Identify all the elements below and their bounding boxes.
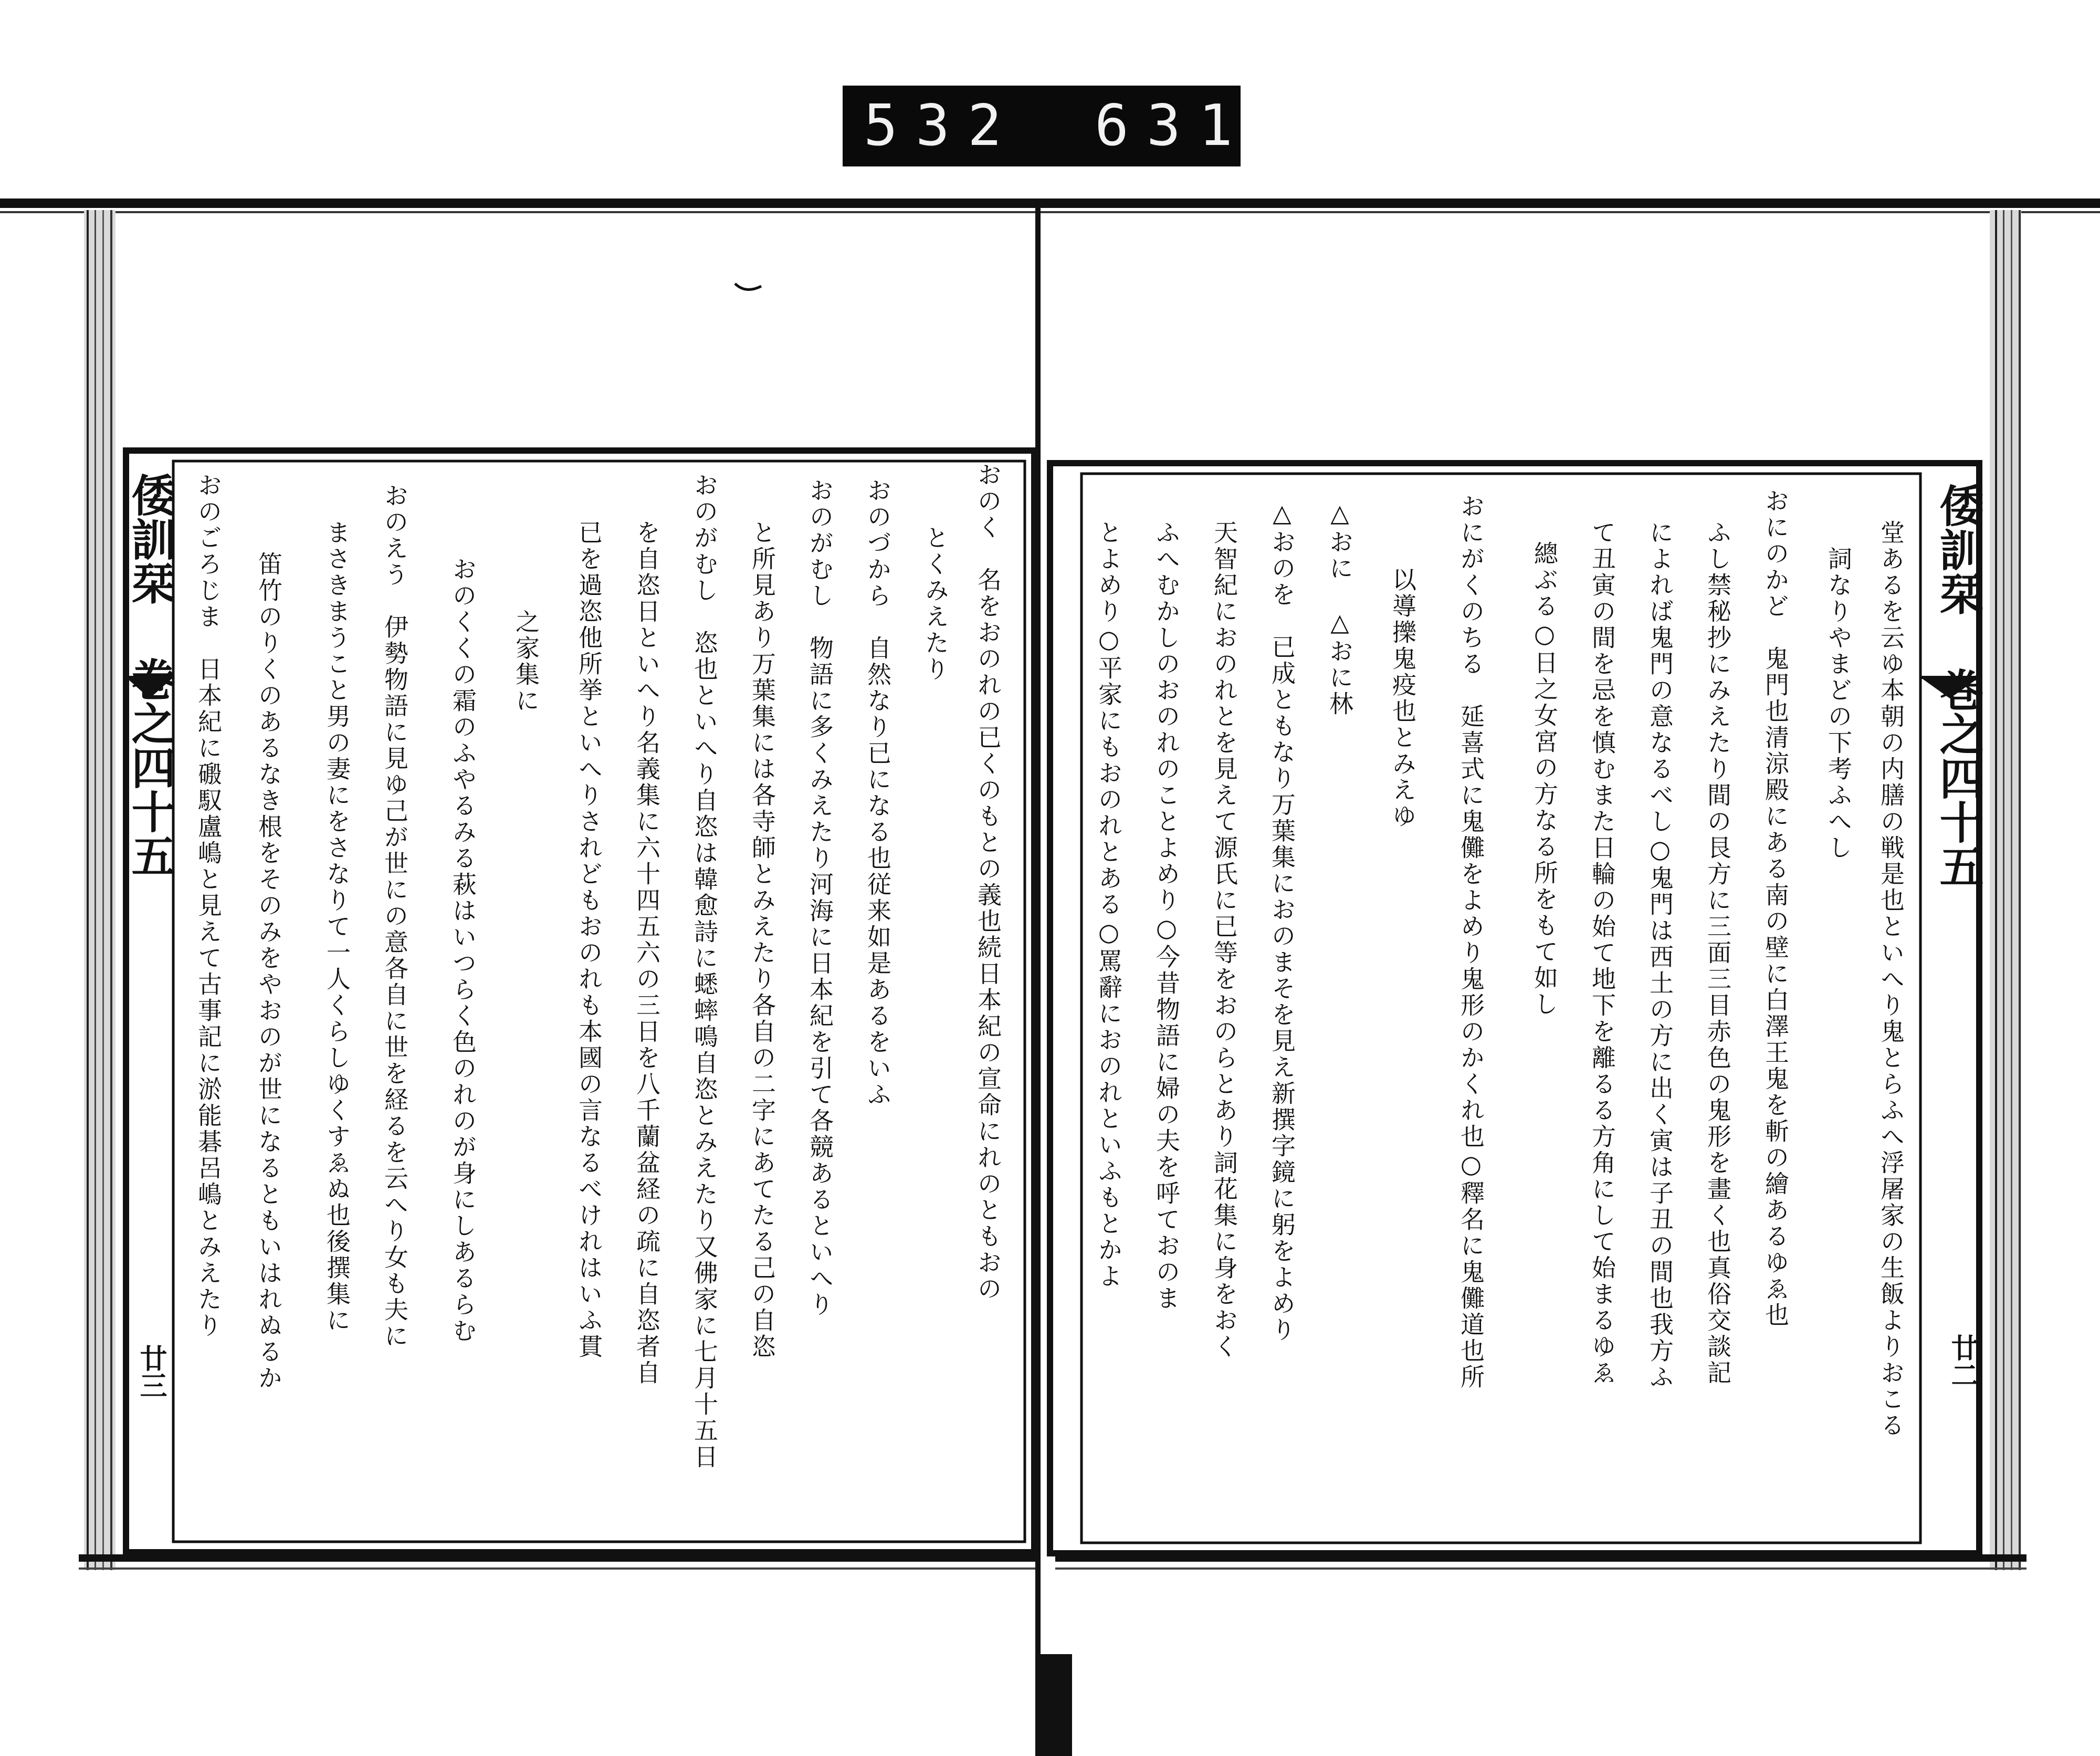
text-column: とくみえたり <box>921 525 950 683</box>
text-column: を自恣日といへり名義集に六十四五六の三日を八千蘭盆経の疏に自恣者自 <box>633 520 661 1386</box>
text-column: 以導擽鬼疫也とみえゆ <box>1389 567 1417 830</box>
text-column: おのく 名をおのれの已くのもとの義也続日本紀の宣命にれのともおの <box>974 462 1002 1302</box>
text-column: まさきまうこと男の妻にをさなりて一人くらしゆくすゑぬ也後撰集に <box>323 520 351 1334</box>
left-page-title: 倭訓栞 巻之四十五 <box>124 473 176 877</box>
gutter-spine <box>1035 200 1072 1756</box>
text-column: とよめり○平家にもおのれとある○罵辭におのれといふもとかよ <box>1095 520 1123 1290</box>
top-binding-line <box>0 198 2100 208</box>
text-column: △おのを 已成ともなり万葉集におのまそを見え新撰字鏡に躬をよめり <box>1268 499 1296 1343</box>
text-column: ふし禁秘抄にみえたり間の艮方に三面三目赤色の鬼形を畫く也真俗交談記 <box>1704 520 1732 1386</box>
text-column: おのづから 自然なり已になる也従来如是あるをいふ <box>864 478 892 1108</box>
text-column: 總ぶる○日之女宮の方なる所をもて如し <box>1530 541 1559 1018</box>
text-column: 已を過恣他所挙といへりされどもおのれも本國の言なるべけれはいふ貫 <box>575 520 603 1360</box>
right-page-title: 倭訓栞 巻之四十五 <box>1933 483 1984 888</box>
catalogue-label <box>843 86 1251 166</box>
text-column: 天智紀におのれとを見えて源氏に已等をおのらとあり詞花集に身をおく <box>1210 520 1238 1360</box>
text-column: ふへむかしのおのれのことよめり○今昔物語に婦の夫を呼ておのま <box>1152 520 1181 1312</box>
label-number-right: 631 <box>1095 93 1251 159</box>
text-column: 之家集に <box>512 609 540 714</box>
text-column: て丑寅の間を忌を慎むまた日輪の始て地下を離るる方角にして始まるゆゑ <box>1588 520 1616 1386</box>
left-page-folio: 廿三 <box>135 1344 167 1399</box>
right-page-folio: 廿二 <box>1946 1334 1978 1388</box>
label-number-left: 532 <box>864 93 1020 159</box>
text-column: 笛竹のりくのあるなき根をそのみをやおのが世になるともいはれぬるか <box>255 551 283 1392</box>
text-column: 詞なりやまどの下考ふへし <box>1824 546 1853 861</box>
text-column: おのくくの霜のふやるみる萩はいつらく色のれのが身にしあるらむ <box>449 557 477 1344</box>
text-column: 堂あるを云ゆ本朝の内膳の戦是也といへり鬼とらふへ浮屠家の生飯よりおこる <box>1877 520 1905 1439</box>
text-column: おのがむし 物語に多くみえたり河海に日本紀を引て各競あるといへり <box>806 478 834 1318</box>
text-column: おのごろじま 日本紀に磤馭盧嶋と見えて古事記に淤能碁呂嶋とみえたり <box>194 473 223 1339</box>
text-column: おにがくのちる 延喜式に鬼儺をよめり鬼形のかくれ也○釋名に鬼儺道也所 <box>1457 494 1485 1391</box>
text-column: によれば鬼門の意なるべし○鬼門は西土の方に出く寅は子丑の間也我方ふ <box>1646 520 1674 1391</box>
text-column: おにのかど 鬼門也清涼殿にある南の壁に白澤王鬼を斬の繪あるゆゑ也 <box>1761 488 1790 1329</box>
text-column: と所見あり万葉集には各寺師とみえたり各自の二字にあてたる己の自恣 <box>748 520 776 1360</box>
text-column: △おに △おに林 <box>1326 499 1354 717</box>
stray-mark <box>735 284 761 289</box>
top-binding-line-thin <box>0 211 2100 213</box>
text-column: おのがむし 恣也といへり自恣は韓愈詩に蟋蟀鳴自恣とみえたり又佛家に七月十五日 <box>690 473 719 1470</box>
text-column: おのえう 伊勢物語に見ゆ己が世にの意各自に世を経るを云へり女も夫に <box>381 483 409 1350</box>
